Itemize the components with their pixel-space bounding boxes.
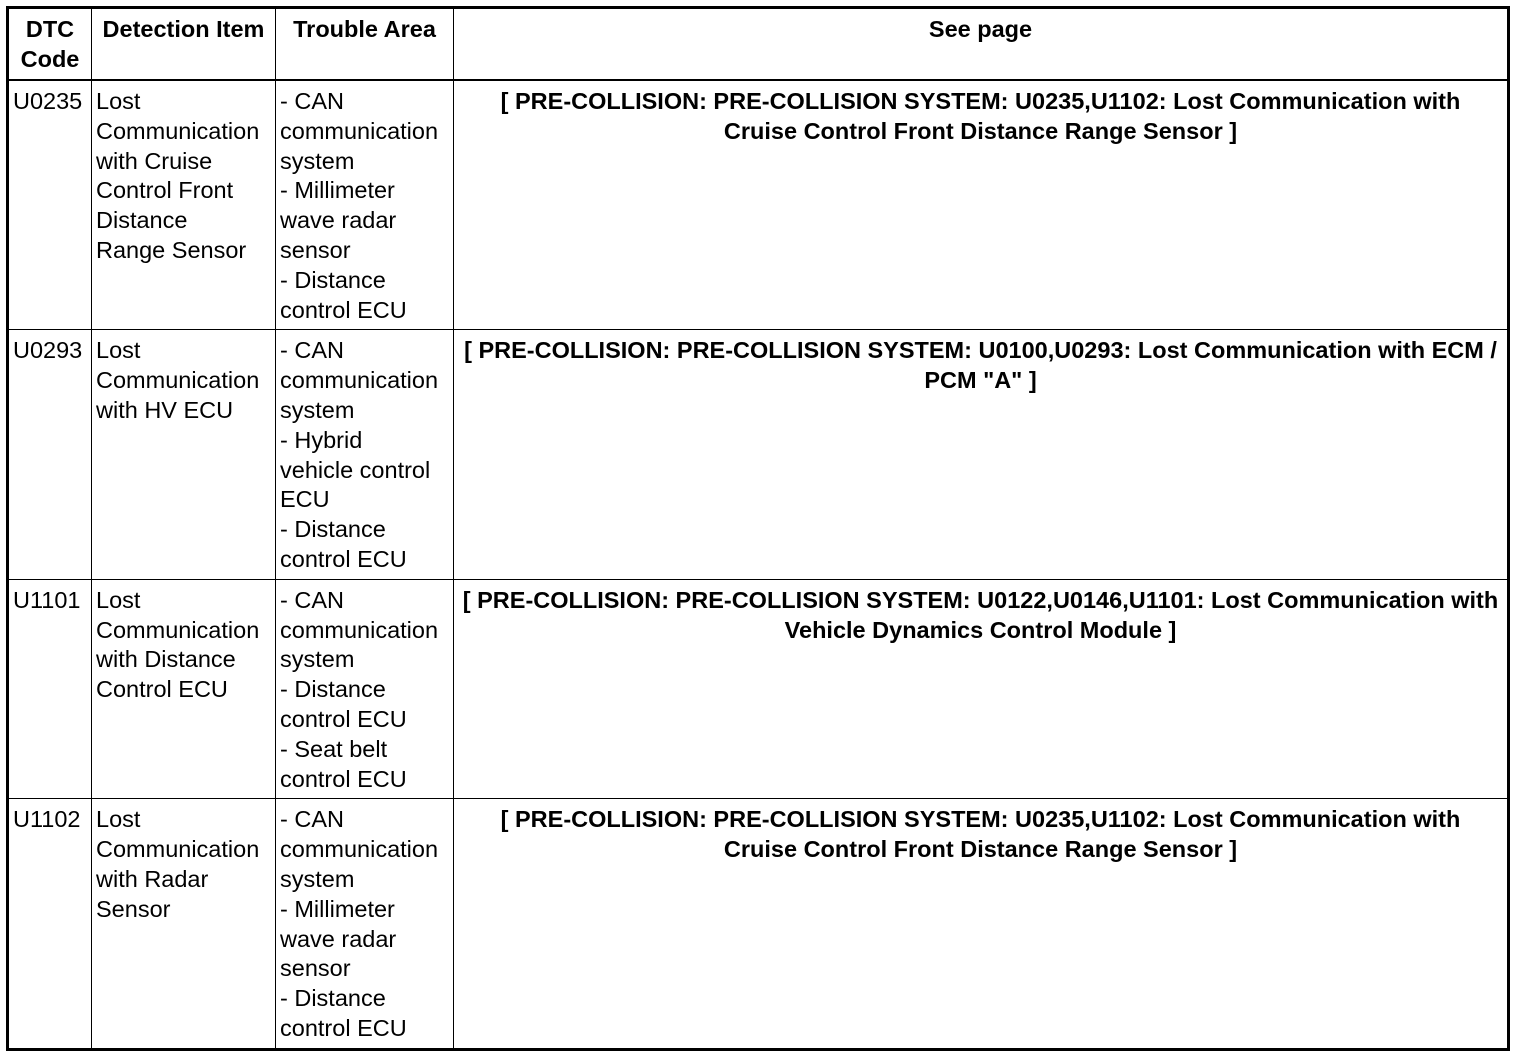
trouble-area-line: ECU [280, 486, 330, 513]
dtc-code-cell: U1101 [8, 579, 92, 799]
trouble-area-line: - Millimeter [280, 177, 395, 204]
detection-item-line: Control Front [96, 177, 234, 204]
trouble-area-line: - Millimeter [280, 895, 395, 922]
detection-item-line: Sensor [96, 895, 171, 922]
detection-item-line: Lost [96, 586, 141, 613]
detection-item-line: Communication [96, 367, 260, 394]
table-row [8, 579, 1509, 799]
see-page-link[interactable]: [ PRE-COLLISION: PRE-COLLISION SYSTEM: U0235,U1102: Lost Communication with Cruise Control Front Distance Range Sensor ] [454, 799, 1509, 1049]
trouble-area-line: control ECU [280, 1014, 407, 1041]
trouble-area-line: control ECU [280, 296, 407, 323]
detection-item-line: Lost [96, 806, 141, 833]
trouble-area-line: - CAN [280, 586, 344, 613]
trouble-area-line: system [280, 147, 355, 174]
trouble-area-cell [276, 579, 454, 799]
trouble-area-line: communication [280, 616, 439, 643]
header-detection-item: Detection Item [92, 8, 276, 81]
dtc-code-cell: U0293 [8, 330, 92, 579]
header-row [8, 8, 1509, 81]
trouble-area-line: - Seat belt [280, 735, 388, 762]
detection-item-line: Communication [96, 117, 260, 144]
detection-item-line: Range Sensor [96, 236, 247, 263]
trouble-area-line: wave radar [280, 207, 397, 234]
detection-item-line: with Radar [96, 865, 209, 892]
trouble-area-line: - CAN [280, 88, 344, 114]
detection-item-cell [92, 579, 276, 799]
header-see-page: See page [454, 8, 1509, 81]
trouble-area-line: control ECU [280, 765, 407, 792]
trouble-area-line: - CAN [280, 337, 344, 364]
table-row [8, 799, 1509, 1049]
table-row [8, 80, 1509, 330]
trouble-area-line: - Distance [280, 266, 386, 293]
trouble-area-line: communication [280, 836, 439, 863]
header-dtc-code-line1: DTC [25, 16, 75, 42]
table-row [8, 330, 1509, 579]
trouble-area-line: wave radar [280, 925, 397, 952]
trouble-area-line: - Distance [280, 676, 386, 703]
trouble-area-line: communication [280, 367, 439, 394]
detection-item-cell [92, 799, 276, 1049]
trouble-area-line: system [280, 646, 355, 673]
trouble-area-line: - Hybrid [280, 426, 363, 453]
see-page-link[interactable]: [ PRE-COLLISION: PRE-COLLISION SYSTEM: U0235,U1102: Lost Communication with Cruise Control Front Distance Range Sensor ] [454, 80, 1509, 330]
detection-item-cell [92, 80, 276, 330]
trouble-area-cell [276, 330, 454, 579]
dtc-code-cell: U1102 [8, 799, 92, 1049]
detection-item-line: Communication [96, 836, 260, 863]
trouble-area-line: control ECU [280, 705, 407, 732]
detection-item-line: with HV ECU [96, 396, 234, 423]
detection-item-line: with Cruise [96, 147, 213, 174]
detection-item-line: with Distance [96, 646, 236, 673]
trouble-area-line: sensor [280, 236, 351, 263]
trouble-area-line: vehicle control [280, 456, 431, 483]
trouble-area-line: sensor [280, 955, 351, 982]
detection-item-line: Lost [96, 88, 141, 114]
see-page-link[interactable]: [ PRE-COLLISION: PRE-COLLISION SYSTEM: U0100,U0293: Lost Communication with ECM / PCM "A" ] [454, 330, 1509, 579]
detection-item-line: Distance [96, 207, 188, 234]
trouble-area-line: - Distance [280, 516, 386, 543]
trouble-area-cell [276, 80, 454, 330]
dtc-code-cell: U0235 [8, 80, 92, 330]
detection-item-line: Communication [96, 616, 260, 643]
trouble-area-line: - CAN [280, 806, 344, 833]
header-trouble-area: Trouble Area [276, 8, 454, 81]
header-dtc-code [8, 8, 92, 81]
detection-item-cell [92, 330, 276, 579]
trouble-area-line: communication [280, 117, 439, 144]
trouble-area-line: system [280, 865, 355, 892]
table-body [8, 80, 1509, 1049]
trouble-area-line: system [280, 396, 355, 423]
trouble-area-line: - Distance [280, 985, 386, 1012]
trouble-area-cell [276, 799, 454, 1049]
detection-item-line: Lost [96, 337, 141, 364]
dtc-table [6, 6, 1510, 1051]
detection-item-line: Control ECU [96, 676, 228, 703]
header-dtc-code-line2: Code [20, 45, 80, 72]
trouble-area-line: control ECU [280, 545, 407, 572]
see-page-link[interactable]: [ PRE-COLLISION: PRE-COLLISION SYSTEM: U0122,U0146,U1101: Lost Communication with Vehicle Dynamics Control Module ] [454, 579, 1509, 799]
